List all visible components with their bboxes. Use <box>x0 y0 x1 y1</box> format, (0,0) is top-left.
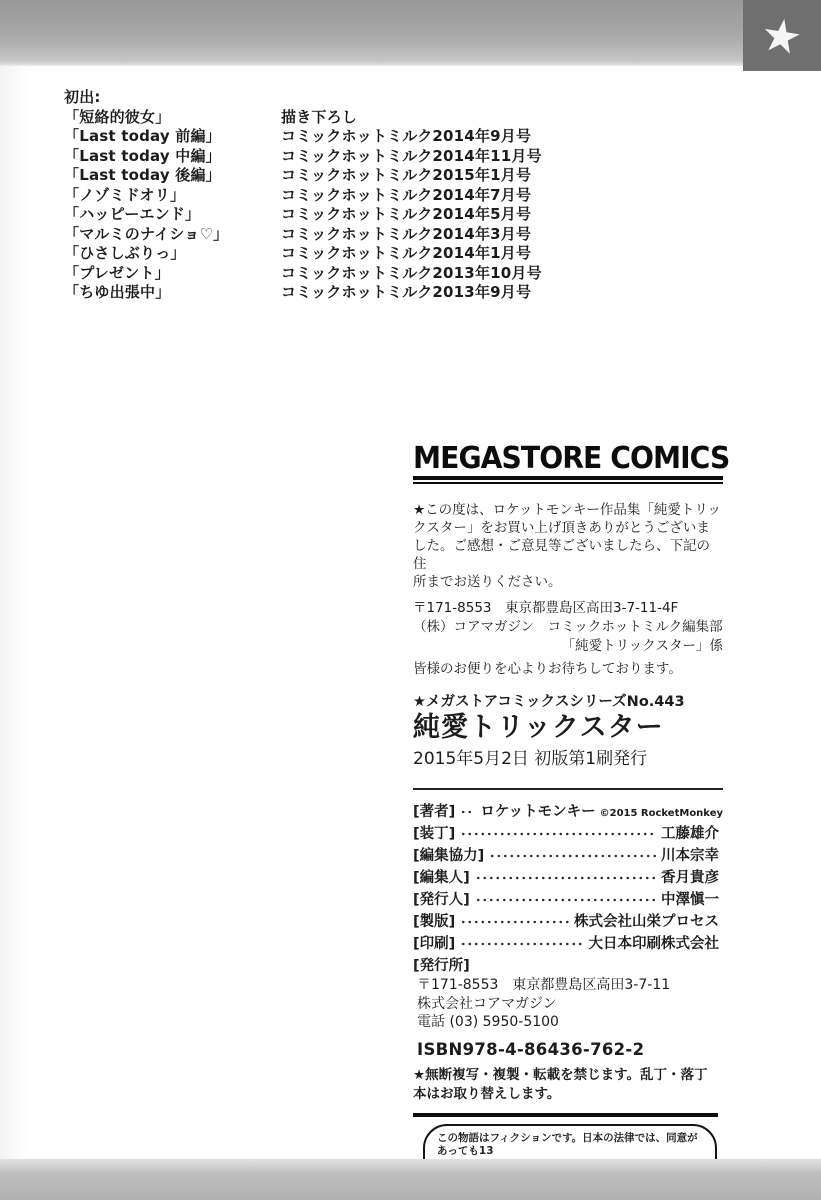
series-number-line: ★メガストアコミックスシリーズNo.443 <box>413 694 685 710</box>
copy-prohibition-notice <box>413 1066 723 1104</box>
work-source: コミックホットミルク2014年5月号 <box>281 205 532 223</box>
credit-label: [印刷] <box>413 936 456 952</box>
logo-underline-thick <box>413 476 723 480</box>
first-publication-row <box>64 147 542 167</box>
editorial-address <box>413 599 723 656</box>
dotted-leader <box>460 939 583 949</box>
credit-value: 工藤雄介 <box>661 826 719 842</box>
work-source: コミックホットミルク2013年9月号 <box>281 283 532 301</box>
address-attention-line: 「純愛トリックスター」係 <box>561 638 723 654</box>
book-title: 純愛トリックスター <box>413 712 664 743</box>
work-source: 描き下ろし <box>281 107 358 126</box>
dotted-leader <box>489 851 656 861</box>
credit-label: [編集人] <box>413 870 470 886</box>
work-source: コミックホットミルク2014年3月号 <box>281 224 532 243</box>
credit-row <box>413 867 723 889</box>
first-publication-row <box>64 205 542 225</box>
greeting-paragraph <box>413 501 723 591</box>
credit-value: 中澤愼一 <box>661 892 719 908</box>
credit-row <box>413 845 723 867</box>
greeting-line: ★この度は、ロケットモンキー作品集「純愛トリッ <box>413 502 721 518</box>
dotted-leader <box>475 895 656 905</box>
credit-label: [製版] <box>413 914 456 930</box>
first-publication-rows <box>64 108 542 303</box>
first-publication-row <box>64 186 542 206</box>
address-line: 〒171-8553 東京都豊島区高田3-7-11-4F <box>413 600 679 616</box>
work-source: コミックホットミルク2014年1月号 <box>281 244 532 262</box>
logo-underline-thin <box>413 482 723 484</box>
first-publication-row <box>64 108 542 128</box>
work-source: コミックホットミルク2013年10月号 <box>281 263 542 282</box>
work-source: コミックホットミルク2014年11月号 <box>281 146 542 165</box>
work-title: 「ちゆ出張中」 <box>64 283 171 301</box>
star-icon: ★ <box>757 5 807 66</box>
greeting-line: した。ご感想・ご意見等ございましたら、下記の住 <box>413 538 710 572</box>
megastore-comics-logo: MEGASTORE COMICS <box>413 441 730 476</box>
greeting-line: クスター」をお買い上げ頂きありがとうございま <box>413 520 710 536</box>
publisher-line: 株式会社コアマガジン <box>417 995 557 1012</box>
dotted-leader <box>475 873 656 883</box>
work-title: 「ノゾミドオリ」 <box>64 185 186 204</box>
work-title: 「Last today 後編」 <box>64 166 221 184</box>
address-closing-line: 皆様のお便りを心よりお待ちしております。 <box>413 661 682 677</box>
work-title: 「Last today 前編」 <box>64 127 221 145</box>
first-publication-row <box>64 283 542 303</box>
first-publication-list <box>64 88 542 303</box>
publisher-label: [発行所] <box>413 958 470 974</box>
disclaimer-line: この物語はフィクションです。日本の法律では、同意があっても13 <box>437 1131 698 1158</box>
isbn-line: ISBN978-4-86436-762-2 <box>417 1039 645 1059</box>
credit-value: ロケットモンキー <box>480 804 596 820</box>
credit-label: [装丁] <box>413 826 456 842</box>
first-publication-row <box>64 127 542 147</box>
colophon-bottom-rule <box>413 1113 718 1117</box>
work-source: コミックホットミルク2015年1月号 <box>281 166 532 184</box>
work-title: 「ハッピーエンド」 <box>64 205 201 223</box>
work-title: 「短絡的彼女」 <box>64 107 171 126</box>
credit-label: [発行人] <box>413 892 470 908</box>
print-date-line: 2015年5月2日 初版第1刷発行 <box>413 749 648 769</box>
first-publication-row <box>64 244 542 264</box>
credit-row <box>413 801 723 823</box>
publisher-block <box>413 956 723 1032</box>
work-title: 「ひさしぶりっ」 <box>64 244 186 262</box>
scan-top-edge-band <box>0 0 821 66</box>
credit-value: 川本宗幸 <box>661 848 719 864</box>
credit-copyright-note: ©2015 RocketMonkey <box>599 808 723 819</box>
address-line: （株）コアマガジン コミックホットミルク編集部 <box>413 619 723 635</box>
first-publication-row <box>64 264 542 284</box>
work-title: 「マルミのナイショ♡」 <box>64 224 229 243</box>
notice-line: ★無断複写・複製・転載を禁じます。乱丁・落丁 <box>413 1066 708 1083</box>
credit-value: 株式会社山栄プロセス <box>574 914 719 930</box>
dotted-leader <box>460 829 656 839</box>
first-publication-row <box>64 225 542 245</box>
publisher-lines <box>413 976 723 1032</box>
colophon-column <box>413 441 730 1200</box>
first-publication-heading: 初出: <box>64 88 101 106</box>
notice-line: 本はお取り替えします。 <box>413 1085 561 1102</box>
publisher-line: 〒171-8553 東京都豊島区高田3-7-11 <box>417 977 671 993</box>
dotted-leader <box>460 917 569 927</box>
credit-label: [編集協力] <box>413 848 485 864</box>
credit-row <box>413 823 723 845</box>
work-title: 「プレゼント」 <box>64 263 170 282</box>
credit-row <box>413 889 723 911</box>
credit-row <box>413 911 723 933</box>
series-block <box>413 693 723 771</box>
credit-value: 香月貴彦 <box>661 870 719 886</box>
credits-list <box>413 801 723 955</box>
work-title: 「Last today 中編」 <box>64 146 221 165</box>
credit-value: 大日本印刷株式会社 <box>588 936 719 952</box>
dotted-leader <box>460 807 475 817</box>
credit-label: [著者] <box>413 804 456 820</box>
greeting-line: 所までお送りください。 <box>413 574 562 590</box>
corner-star-block <box>743 0 821 71</box>
credit-row <box>413 933 723 955</box>
first-publication-row <box>64 166 542 186</box>
scan-bottom-edge-band <box>0 1159 821 1200</box>
work-source: コミックホットミルク2014年7月号 <box>281 185 532 204</box>
work-source: コミックホットミルク2014年9月号 <box>281 127 532 145</box>
editorial-address-lines <box>413 599 723 637</box>
credits-top-rule <box>413 788 723 790</box>
publisher-line: 電話 (03) 5950-5100 <box>417 1014 559 1030</box>
